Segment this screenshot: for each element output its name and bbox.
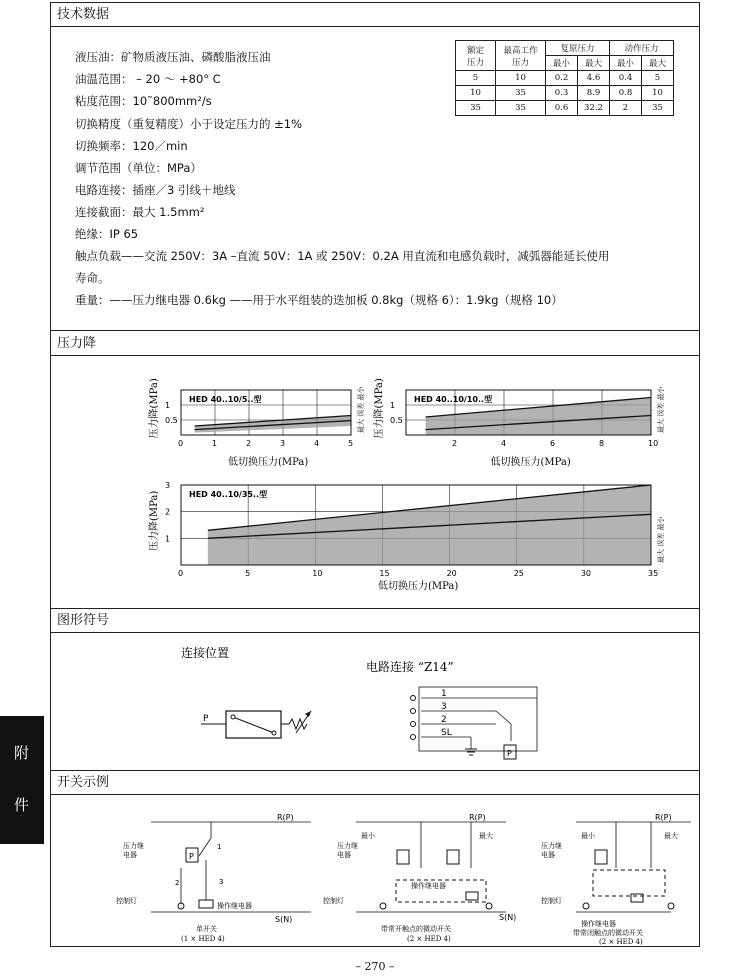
x-tick-label: 4 [501,439,507,448]
contact-3: 3 [219,878,224,886]
x-tick-label: 35 [648,569,659,578]
lamp-icon [583,903,589,909]
x-tick-label: 8 [599,439,605,448]
terminal-3: 3 [441,702,447,712]
th-min: 最小 [546,56,578,71]
table-row [456,101,674,116]
spec-circuit: 电路连接：插座／3 引线＋地线 [75,183,236,197]
terminal-sl: SL [441,728,452,738]
op-relay-label: 操作继电器 [581,920,616,928]
y-tick-label: 2 [165,507,171,517]
y-tick-label: 1 [165,534,171,544]
side-label: 最大 误差 最小 [357,386,365,433]
x-tick-label: 10 [648,439,659,448]
lamp-icon [380,903,386,909]
op-relay-label: 操作继电器 [217,902,252,910]
relay-coil [466,892,478,900]
x-tick-label: 25 [513,569,524,578]
table-row [456,71,674,86]
table-cell: 5 [642,71,674,86]
ex1-count: (1 × HED 4) [181,935,225,943]
spec-insulation: 绝缘：IP 65 [75,227,139,241]
pivot-dot [272,731,276,735]
table-cell: 0.6 [546,101,578,116]
example-no-contact [323,813,516,943]
section-symbol-title: 图形符号 [51,609,699,633]
table-cell: 35 [496,86,546,101]
spec-range: 调节范围（单位：MPa） [75,161,202,175]
control-lamp-label: 控制灯 [116,897,137,905]
y-tick-label: 0.5 [390,416,403,425]
sn-label: S(N) [499,913,517,922]
spec-cross-section: 连接截面：最大 1.5mm² [75,205,205,219]
pressure-relay-label: 压力继电器 [541,842,562,859]
control-lamp-label: 控制灯 [541,897,562,905]
th-max: 最大 [642,56,674,71]
lamp-icon [668,903,674,909]
relay-coil [631,894,643,902]
x-tick-label: 2 [452,439,458,448]
tolerance-band [208,485,651,565]
table-cell: 0.2 [546,71,578,86]
table-row [456,86,674,101]
spec-weight: 重量：——压力继电器 0.6kg ——用于水平组装的迭加板 0.8kg（规格 6）：1.9kg（规格 10） [75,293,563,307]
y-axis-label: 压力降(MPa) [374,378,385,439]
rp-label: R(P) [655,813,672,822]
terminal-icon [411,709,416,714]
x-tick-label: 0 [178,439,184,448]
terminal-icon [411,735,416,740]
example-single-switch [116,813,311,943]
graphic-symbol-diagram [171,641,511,766]
th-max: 最大 [578,56,610,71]
x-tick-label: 10 [312,569,323,578]
pressure-relay-label: 压力继电器 [337,842,358,859]
table-cell: 2 [610,101,642,116]
contact-2: 2 [175,879,180,887]
rp-label: R(P) [469,813,486,822]
max-label: 最大 [664,832,678,840]
x-tick-label: 3 [280,439,286,448]
table-cell: 8.9 [578,86,610,101]
pivot-dot [231,715,235,719]
min-label: 最小 [581,832,595,840]
y-tick-label: 0.5 [165,416,178,425]
x-tick-label: 0 [178,569,184,578]
x-tick-label: 6 [550,439,556,448]
spec-oil: 液压油：矿物质液压油、磷酸脂液压油 [75,50,271,64]
relay-box [593,870,665,896]
th-reset: 复原压力 [546,41,610,56]
side-tab-char: 件 [14,796,30,814]
chart-title: HED 40..10/5..型 [189,395,262,404]
chart-title: HED 40..10/35..型 [189,490,268,499]
section-switch-title: 开关示例 [51,771,699,795]
x-axis-label: 低切换压力(MPa) [378,581,459,592]
table-cell: 35 [456,101,496,116]
pressure-relay-label: 压力继电器 [123,842,144,859]
side-label: 最大 误差 最小 [657,516,665,563]
th-rated: 额定 压力 [456,41,496,71]
spec-temp: 油温范围： – 20 ～ +80° C [75,72,221,86]
table-cell: 0.3 [546,86,578,101]
p-box-label: P [507,749,512,758]
page-number: – 270 – [355,960,395,973]
table-cell: 35 [642,101,674,116]
switch-examples-diagram [111,808,691,948]
terminal-icon [411,696,416,701]
ex2-count: (2 × HED 4) [407,935,451,943]
p-box [397,850,409,864]
th-action: 动作压力 [610,41,674,56]
p-box-label: P [189,852,194,861]
table-cell: 32.2 [578,101,610,116]
contact-1: 1 [217,843,222,851]
port-p-label: P [203,714,209,724]
x-tick-label: 30 [580,569,592,578]
switch-lever [233,717,274,733]
spec-frequency: 切换频率：120／min [75,139,188,153]
table-cell: 0.4 [610,71,642,86]
op-relay-label: 操作继电器 [411,882,446,890]
x-tick-label: 5 [348,439,354,448]
ex3-title: 带常闭触点的微动开关 [573,929,643,937]
ex1-title: 单开关 [196,925,217,933]
table-cell: 5 [456,71,496,86]
circuit-diagram [411,687,538,759]
x-tick-label: 2 [246,439,252,448]
circuit-frame [419,687,537,751]
table-cell: 35 [496,101,546,116]
spec-contact-load: 触点负载——交流 250V：3A –直流 50V：1A 或 250V：0.2A 用直流和电感负载时，减弧器能延长使用 [75,249,610,263]
contact-arm [496,711,511,724]
y-tick-label: 1 [165,401,171,410]
th-max-work: 最高工作 压力 [496,41,546,71]
ex3-count: (2 × HED 4) [599,938,643,946]
arrow-head-icon [305,711,311,717]
spec-viscosity: 粘度范围：10˜800mm²/s [75,94,212,108]
divider [51,330,699,331]
x-tick-label: 1 [212,439,218,448]
min-label: 最小 [361,832,375,840]
x-tick-label: 20 [446,569,457,578]
spec-contact-load-cont: 寿命。 [75,271,110,285]
table-cell: 10 [496,71,546,86]
table-cell: 0.8 [610,86,642,101]
side-label: 最大 误差 最小 [657,386,665,433]
section-pressure-drop-title: 压力降 [51,332,699,356]
max-label: 最大 [479,832,493,840]
terminal-icon [411,722,416,727]
table-cell: 10 [642,86,674,101]
y-tick-label: 1 [390,401,396,410]
page-frame [50,2,700,947]
rp-label: R(P) [277,813,294,822]
pressure-table [455,40,674,116]
p-box [447,850,459,864]
control-lamp-label: 控制灯 [323,897,344,905]
pressure-drop-charts [141,365,665,605]
x-tick-label: 15 [379,569,390,578]
contact-arm [199,838,211,856]
side-tab-char: 附 [14,744,30,762]
table-cell: 4.6 [578,71,610,86]
x-axis-label: 低切换压力(MPa) [490,457,571,468]
table-cell: 10 [456,86,496,101]
terminal-1: 1 [441,689,447,699]
circuit-label: 电路连接 “Z14” [366,660,454,674]
p-box [595,850,607,864]
y-axis-label: 压力降(MPa) [149,490,160,551]
ex2-title: 带常开触点的微动开关 [381,925,451,933]
relay-coil [199,900,213,908]
terminal-2: 2 [441,715,447,725]
x-axis-label: 低切换压力(MPa) [228,457,309,468]
y-tick-label: 3 [165,481,171,490]
th-min: 最小 [610,56,642,71]
spec-accuracy: 切换精度（重复精度）小于设定压力的 ±1% [75,117,303,131]
connection-position-label: 连接位置 [181,646,230,660]
lamp-icon [486,903,492,909]
chart-title: HED 40..10/10..型 [414,395,493,404]
example-nc-contact [541,813,691,946]
sn-label: S(N) [275,915,293,924]
spring-icon [281,719,307,729]
x-tick-label: 4 [314,439,320,448]
x-tick-label: 5 [245,569,251,578]
section-tech-title: 技术数据 [51,3,699,27]
y-axis-label: 压力降(MPa) [149,378,160,439]
appendix-side-tab [0,716,44,844]
